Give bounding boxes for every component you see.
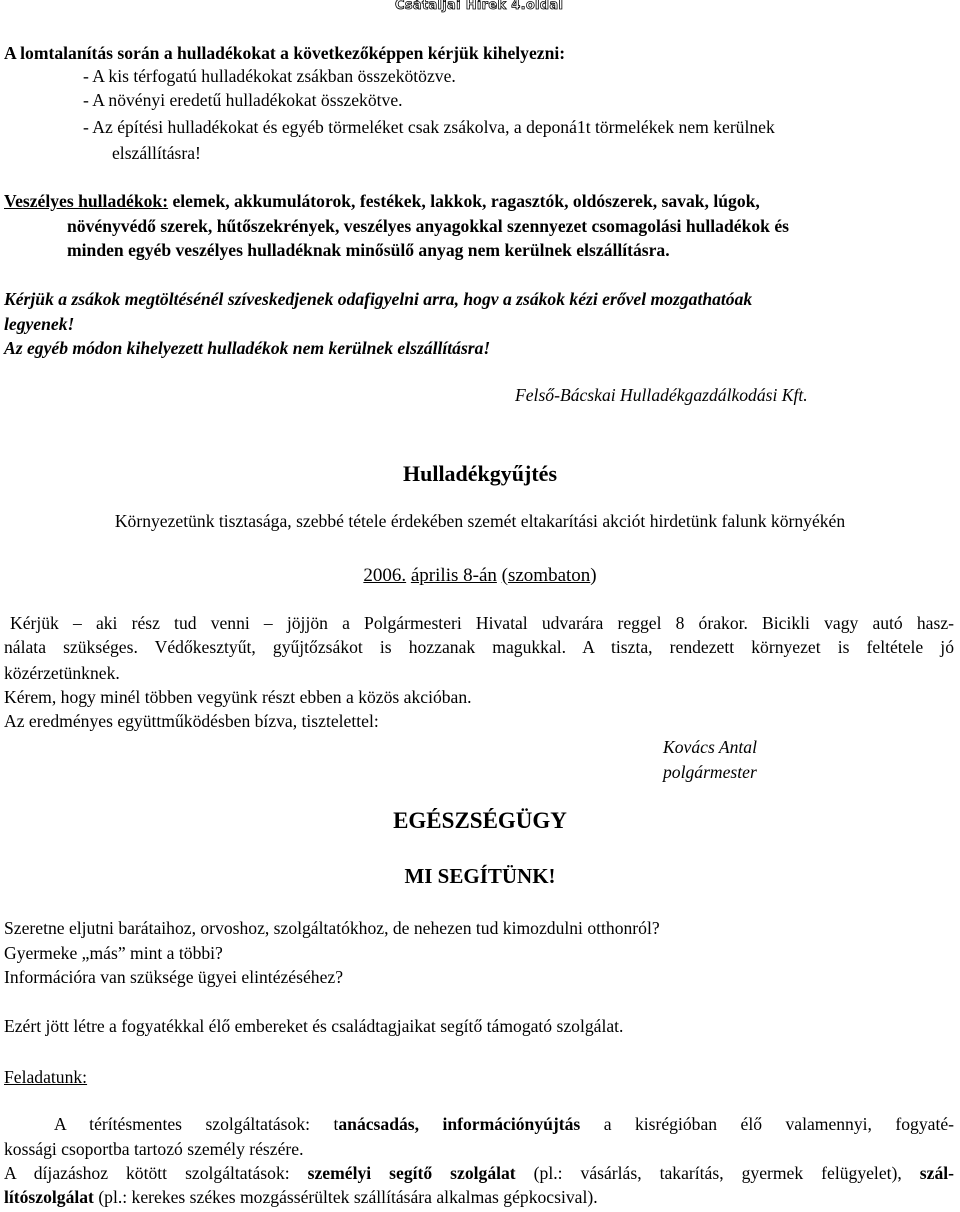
date-year: 2006. xyxy=(363,565,407,586)
free-services-line xyxy=(54,1113,954,1135)
free-services-bold: anácsadás, információnyújtás xyxy=(338,1114,581,1134)
company-signature: Felső-Bácskai Hulladékgazdálkodási Kft. xyxy=(515,385,808,405)
lomtalanitas-intro: A lomtalanítás során a hulladékokat a következőképpen kérjük kihelyezni: xyxy=(4,43,566,63)
collection-paragraph-line: Kérjük – aki rész tud venni – jöjjön a Polgármesteri Hivatal udvarára reggel 8 órakor. Bicikli vagy autó hasz- xyxy=(10,613,954,633)
paid-services-bold-2: szál- xyxy=(919,1163,954,1183)
list-item: - A kis térfogatú hulladékokat zsákban összekötözve. xyxy=(83,66,456,86)
list-item: - A növényi eredetű hulladékokat összekötve. xyxy=(83,90,403,110)
health-subtitle: MI SEGÍTÜNK! xyxy=(404,864,556,888)
collection-paragraph-line: közérzetünknek. xyxy=(4,663,120,683)
signer-title: polgármester xyxy=(663,762,757,782)
free-services-label: A térítésmentes szolgáltatások: t xyxy=(54,1114,339,1134)
hazardous-line-2: növényvédő szerek, hűtőszekrények, veszélyes anyagokkal szennyezet csomagolási hulladékok és xyxy=(67,216,789,236)
page-header: Csátaljai Hírek 4.oldal xyxy=(395,0,564,13)
event-date xyxy=(0,565,960,587)
health-question: Gyermeke „más” mint a többi? xyxy=(4,943,223,963)
health-question: Információra van szüksége ügyei elintézéséhez? xyxy=(4,967,343,987)
paid-services-text: (pl.: vásárlás, takarítás, gyermek felügyelet), xyxy=(515,1163,920,1183)
list-item: - Az építési hulladékokat és egyéb törmeléket csak zsákolva, a deponá1t törmelékek nem kerülnek xyxy=(83,117,775,137)
section-title-collection: Hulladékgyűjtés xyxy=(402,461,558,486)
free-services-line-2: kossági csoportba tartozó személy részére. xyxy=(4,1139,304,1159)
request-line-2: legyenek! xyxy=(4,314,75,334)
collection-paragraph: Kérem, hogy minél többen vegyünk részt ebben a közös akcióban. xyxy=(4,687,472,707)
paid-services-line xyxy=(4,1162,954,1184)
list-item-continued: elszállításra! xyxy=(112,143,201,163)
paid-services-label: A díjazáshoz kötött szolgáltatások: xyxy=(4,1163,308,1183)
paid-services-bold-1: személyi segítő szolgálat xyxy=(307,1163,516,1183)
health-paragraph: Ezért jött létre a fogyatékkal élő embereket és családtagjaikat segítő támogató szolgálat. xyxy=(4,1016,624,1036)
collection-closing: Az eredményes együttműködésben bízva, tisztelettel: xyxy=(4,711,379,731)
request-line-3: Az egyéb módon kihelyezett hulladékok nem kerülnek elszállításra! xyxy=(4,338,491,358)
paid-services-line-2 xyxy=(4,1186,598,1208)
hazardous-line-1 xyxy=(4,190,760,212)
tasks-heading: Feladatunk: xyxy=(4,1067,88,1087)
paid-services-text-2: (pl.: kerekes székes mozgássérültek szállítására alkalmas gépkocsival). xyxy=(93,1187,598,1207)
date-month: április 8-án xyxy=(410,565,497,586)
collection-paragraph-line: nálata szükséges. Védőkesztyűt, gyűjtőzsákot is hozzanak magukkal. A tiszta, rendezett környezet is feltétele jó xyxy=(4,637,954,657)
date-day: (szombaton xyxy=(501,565,591,586)
health-question: Szeretne eljutni barátaihoz, orvoshoz, szolgáltatókhoz, de nehezen tud kimozdulni otthonról? xyxy=(4,918,660,938)
request-line-1: Kérjük a zsákok megtöltésénél szíveskedjenek odafigyelni arra, hogv a zsákok kézi erővel mozgathatóak xyxy=(4,289,753,309)
section-title-health: EGÉSZSÉGÜGY xyxy=(393,808,567,833)
signer-name: Kovács Antal xyxy=(663,737,757,757)
free-services-text: a kisrégióban élő valamennyi, fogyaté- xyxy=(580,1114,955,1134)
hazardous-line-3: minden egyéb veszélyes hulladéknak minősülő anyag nem kerülnek elszállításra. xyxy=(67,240,670,260)
hazardous-text: elemek, akkumulátorok, festékek, lakkok, ragasztók, oldószerek, savak, lúgok, xyxy=(168,191,760,211)
collection-intro: Környezetünk tisztasága, szebbé tétele érdekében szemét eltakarítási akciót hirdetünk falunk környékén xyxy=(114,511,846,531)
date-close: ) xyxy=(590,565,597,586)
hazardous-label: Veszélyes hulladékok: xyxy=(4,191,169,211)
paid-services-bold-3: lítószolgálat xyxy=(4,1187,94,1207)
